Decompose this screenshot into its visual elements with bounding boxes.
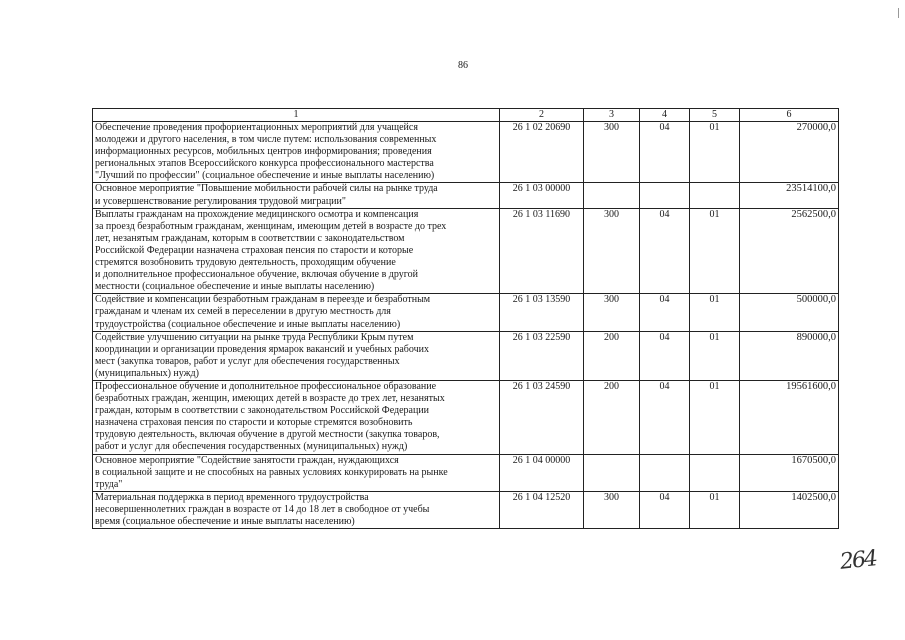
table-row xyxy=(93,183,839,208)
column-header: 5 xyxy=(690,109,740,122)
description-line: местности (социальное обеспечение и иные выплаты населению) xyxy=(95,281,375,293)
column-header: 1 xyxy=(93,109,500,122)
section: 04 xyxy=(640,380,690,454)
description-line: гражданам и членам их семей в переселении в другую местность для xyxy=(95,306,391,318)
amount: 500000,0 xyxy=(740,294,839,331)
description-line: труда" xyxy=(95,478,123,490)
section: 04 xyxy=(640,491,690,528)
description-line: региональных этапов Всероссийского конкурса профессионального мастерства xyxy=(95,158,434,170)
description-line: Содействие и компенсации безработным гражданам в переезде и безработным xyxy=(95,294,431,306)
row-description xyxy=(93,122,500,183)
description-line: Основное мероприятие "Повышение мобильности рабочей силы на рынке труда xyxy=(95,183,438,195)
amount: 1670500,0 xyxy=(740,454,839,491)
section xyxy=(640,454,690,491)
section: 04 xyxy=(640,122,690,183)
amount: 270000,0 xyxy=(740,122,839,183)
amount: 23514100,0 xyxy=(740,183,839,208)
budget-code: 26 1 03 00000 xyxy=(500,183,584,208)
expense-type: 300 xyxy=(584,491,640,528)
description-line: граждан, которым в соответствии с законодательством Российской Федерации xyxy=(95,405,430,417)
description-line: лет, незанятым гражданам, которым в соответствии с законодательством xyxy=(95,232,405,244)
expense-type: 200 xyxy=(584,380,640,454)
description-line: Профессиональное обучение и дополнительное профессиональное образование xyxy=(95,380,437,392)
description-line: работ и услуг для обеспечения государственных (муниципальных) нужд) xyxy=(95,441,408,453)
description-line: Содействие улучшению ситуации на рынке труда Республики Крым путем xyxy=(95,331,414,343)
expense-type: 300 xyxy=(584,294,640,331)
amount: 2562500,0 xyxy=(740,208,839,294)
description-line: Материальная поддержка в период временного трудоустройства xyxy=(95,491,369,503)
amount: 1402500,0 xyxy=(740,491,839,528)
table-row xyxy=(93,294,839,331)
column-header: 3 xyxy=(584,109,640,122)
budget-code: 26 1 04 00000 xyxy=(500,454,584,491)
expense-type: 300 xyxy=(584,122,640,183)
description-line: несовершеннолетних граждан в возрасте от 14 до 18 лет в свободное от учебы xyxy=(95,503,430,515)
description-line: и усовершенствование регулирования трудовой миграции" xyxy=(95,195,346,207)
row-description xyxy=(93,331,500,380)
description-line: за проезд безработным гражданам, женщинам, имеющим детей в возрасте до трех xyxy=(95,220,447,232)
description-line: мест (закупка товаров, работ и услуг для обеспечения государственных xyxy=(95,355,400,367)
table-row xyxy=(93,491,839,528)
description-line: информационных ресурсов, мобильных центров информирования; проведения xyxy=(95,146,432,158)
description-line: назначена страховая пенсия по старости и которые стремятся возобновить xyxy=(95,417,413,429)
row-description xyxy=(93,183,500,208)
amount: 19561600,0 xyxy=(740,380,839,454)
table-row xyxy=(93,331,839,380)
description-line: в социальной защите и не способных на равных условиях конкурировать на рынке xyxy=(95,466,448,478)
description-line: Основное мероприятие "Содействие занятости граждан, нуждающихся xyxy=(95,454,399,466)
description-line: Российской Федерации назначена страховая пенсия по старости и которые xyxy=(95,244,414,256)
description-line: (муниципальных) нужд) xyxy=(95,367,199,379)
subsection: 01 xyxy=(690,491,740,528)
expense-type xyxy=(584,183,640,208)
budget-code: 26 1 03 13590 xyxy=(500,294,584,331)
section: 04 xyxy=(640,331,690,380)
description-line: и дополнительное профессиональное обучение, включая обучение в другой xyxy=(95,269,418,281)
column-header: 6 xyxy=(740,109,839,122)
description-line: координации и организации проведения ярмарок вакансий и учебных рабочих xyxy=(95,343,429,355)
row-description xyxy=(93,294,500,331)
row-description xyxy=(93,380,500,454)
description-line: безработных граждан, женщин, имеющих детей в возрасте до трех лет, незанятых xyxy=(95,393,445,405)
table-row xyxy=(93,454,839,491)
section: 04 xyxy=(640,294,690,331)
description-line: трудоустройства (социальное обеспечение и иные выплаты населению) xyxy=(95,318,401,330)
budget-code: 26 1 03 22590 xyxy=(500,331,584,380)
section xyxy=(640,183,690,208)
budget-code: 26 1 03 24590 xyxy=(500,380,584,454)
description-line: "Лучший по профессии" (социальное обеспечение и иные выплаты населению) xyxy=(95,170,435,182)
subsection: 01 xyxy=(690,122,740,183)
table-row xyxy=(93,208,839,294)
description-line: стремятся возобновить трудовую деятельность, проходящим обучение xyxy=(95,257,396,269)
handwritten-page-number: 264 xyxy=(838,546,878,575)
budget-table xyxy=(92,108,839,529)
table-row xyxy=(93,380,839,454)
budget-code: 26 1 03 11690 xyxy=(500,208,584,294)
amount: 890000,0 xyxy=(740,331,839,380)
subsection: 01 xyxy=(690,331,740,380)
budget-code: 26 1 04 12520 xyxy=(500,491,584,528)
expense-type: 200 xyxy=(584,331,640,380)
expense-type: 300 xyxy=(584,208,640,294)
description-line: время (социальное обеспечение и иные выплаты населению) xyxy=(95,516,355,527)
column-header: 2 xyxy=(500,109,584,122)
page-number: 86 xyxy=(458,60,468,71)
subsection xyxy=(690,454,740,491)
expense-type xyxy=(584,454,640,491)
table-row xyxy=(93,122,839,183)
subsection xyxy=(690,183,740,208)
subsection: 01 xyxy=(690,380,740,454)
row-description xyxy=(93,454,500,491)
description-line: трудовую деятельность, включая обучение в другой местности (закупка товаров, xyxy=(95,429,440,441)
subsection: 01 xyxy=(690,294,740,331)
description-line: Обеспечение проведения профориентационных мероприятий для учащейся xyxy=(95,122,418,133)
column-header: 4 xyxy=(640,109,690,122)
description-line: Выплаты гражданам на прохождение медицинского осмотра и компенсация xyxy=(95,208,419,220)
section: 04 xyxy=(640,208,690,294)
description-line: молодежи и другого населения, в том числе путем: использования современных xyxy=(95,134,437,146)
margin-mark xyxy=(898,8,899,18)
table-body xyxy=(93,122,839,529)
budget-code: 26 1 02 20690 xyxy=(500,122,584,183)
header-row xyxy=(93,109,839,122)
subsection: 01 xyxy=(690,208,740,294)
row-description xyxy=(93,491,500,528)
row-description xyxy=(93,208,500,294)
